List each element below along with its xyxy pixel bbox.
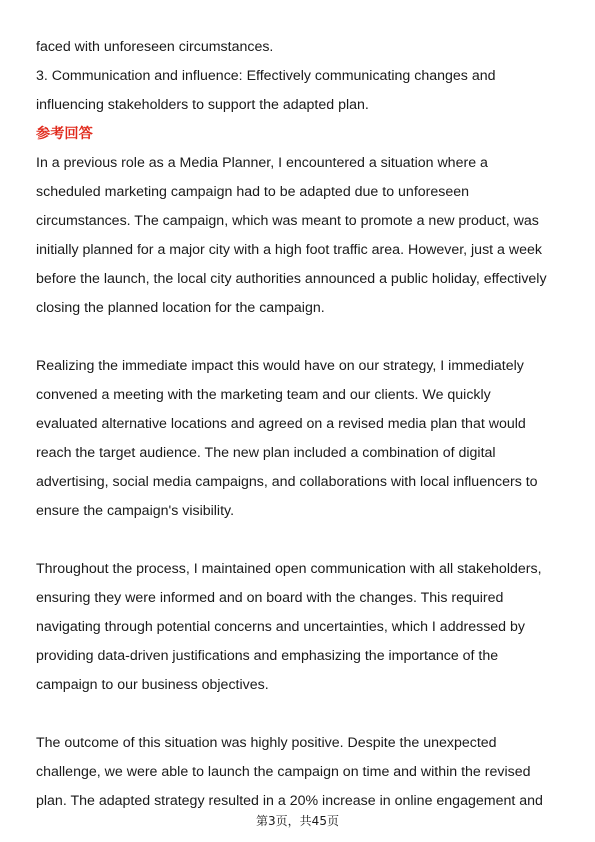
paragraph-3 [36, 555, 566, 700]
paragraph-line: evaluated alternative locations and agreed on a revised media plan that would [36, 416, 526, 432]
paragraph-line: initially planned for a major city with a high foot traffic area. However, just a week [36, 242, 543, 258]
intro-line: influencing stakeholders to support the adapted plan. [36, 97, 369, 113]
paragraph-line: providing data-driven justifications and emphasizing the importance of the [36, 648, 499, 664]
paragraph-gap [36, 700, 566, 729]
paragraph-gap [36, 323, 566, 352]
paragraph-line: The outcome of this situation was highly positive. Despite the unexpected [36, 735, 497, 751]
paragraph-line: scheduled marketing campaign had to be adapted due to unforeseen [36, 184, 470, 200]
paragraph-2 [36, 352, 566, 526]
paragraph-line: circumstances. The campaign, which was meant to promote a new product, was [36, 213, 539, 229]
paragraph-line: campaign to our business objectives. [36, 677, 269, 693]
page-number-footer: 第3页，共45页 [256, 814, 339, 828]
paragraph-line: ensure the campaign's visibility. [36, 503, 235, 519]
paragraph-gap [36, 526, 566, 555]
paragraph-line: challenge, we were able to launch the campaign on time and within the revised [36, 764, 531, 780]
paragraph-line: convened a meeting with the marketing team and our clients. We quickly [36, 387, 491, 403]
paragraph-1 [36, 149, 566, 323]
paragraph-line: closing the planned location for the campaign. [36, 300, 325, 316]
paragraph-4 [36, 729, 566, 816]
paragraph-line: plan. The adapted strategy resulted in a 20% increase in online engagement and [36, 793, 543, 809]
paragraph-line: ensuring they were informed and on board with the changes. This required [36, 590, 504, 606]
paragraph-line: advertising, social media campaigns, and collaborations with local influencers to [36, 474, 538, 490]
paragraph-line: reach the target audience. The new plan included a combination of digital [36, 445, 496, 461]
intro-line: 3. Communication and influence: Effectively communicating changes and [36, 68, 496, 84]
paragraph-line: Throughout the process, I maintained open communication with all stakeholders, [36, 561, 542, 577]
paragraph-line: In a previous role as a Media Planner, I encountered a situation where a [36, 155, 488, 171]
document-page [36, 33, 566, 816]
paragraph-line: Realizing the immediate impact this would have on our strategy, I immediately [36, 358, 524, 374]
paragraph-line: before the launch, the local city authorities announced a public holiday, effectively [36, 271, 547, 287]
intro-line: faced with unforeseen circumstances. [36, 39, 274, 55]
paragraph-line: navigating through potential concerns and uncertainties, which I addressed by [36, 619, 525, 635]
answer-heading: 参考回答 [36, 126, 93, 142]
